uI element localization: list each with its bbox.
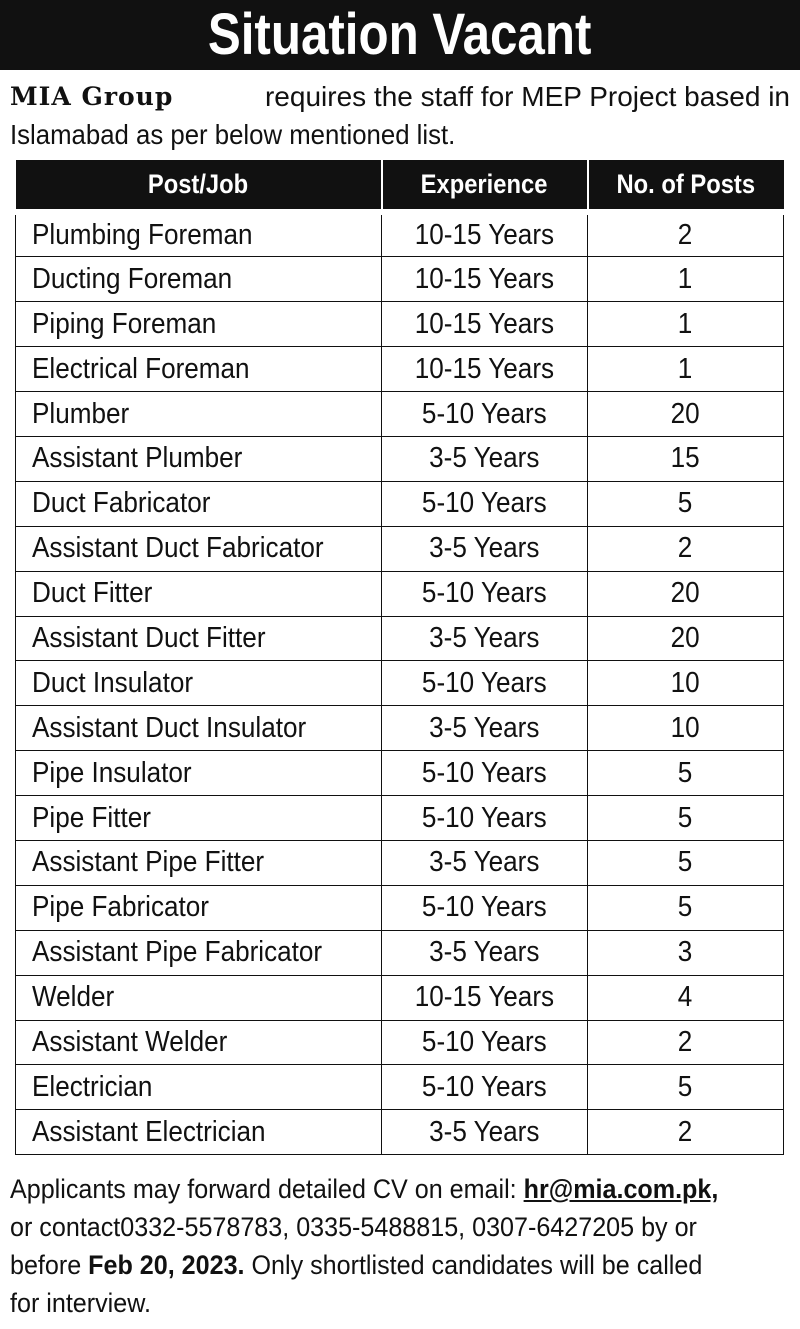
cell-experience: 5-10 Years	[382, 571, 588, 616]
header-no-of-posts: No. of Posts	[588, 160, 784, 212]
cell-experience: 3-5 Years	[382, 436, 588, 481]
cell-posts-count: 5	[588, 481, 784, 526]
cell-post: Pipe Insulator	[16, 751, 382, 796]
cell-post: Duct Fitter	[16, 571, 382, 616]
table-row	[16, 706, 784, 751]
cell-posts-count: 20	[588, 392, 784, 437]
jobs-table-container	[15, 160, 783, 1155]
table-row	[16, 661, 784, 706]
cell-post: Assistant Duct Fabricator	[16, 526, 382, 571]
cell-post: Assistant Duct Insulator	[16, 706, 382, 751]
cell-experience: 3-5 Years	[382, 616, 588, 661]
deadline-date: Feb 20, 2023.	[88, 1250, 245, 1280]
cell-experience: 5-10 Years	[382, 885, 588, 930]
cell-post: Assistant Pipe Fitter	[16, 840, 382, 885]
cell-experience: 3-5 Years	[382, 840, 588, 885]
table-row	[16, 840, 784, 885]
table-row	[16, 436, 784, 481]
cell-experience: 3-5 Years	[382, 526, 588, 571]
cell-posts-count: 3	[588, 930, 784, 975]
cell-post: Plumber	[16, 392, 382, 437]
cell-posts-count: 1	[588, 257, 784, 302]
company-name: MIA Group	[10, 82, 174, 111]
cell-post: Assistant Electrician	[16, 1110, 382, 1155]
email-link[interactable]: hr@mia.com.pk,	[523, 1174, 719, 1204]
cell-posts-count: 5	[588, 840, 784, 885]
footer-line-2-text: or contact0332-5578783, 0335-5488815, 0307-6427205 by or	[10, 1212, 697, 1242]
cell-posts-count: 2	[588, 212, 784, 257]
cell-posts-count: 4	[588, 975, 784, 1020]
cell-posts-count: 5	[588, 796, 784, 841]
cell-post: Assistant Pipe Fabricator	[16, 930, 382, 975]
header-experience: Experience	[382, 160, 588, 212]
cell-experience: 10-15 Years	[382, 257, 588, 302]
footer-line-3-post: Only shortlisted candidates will be called	[244, 1250, 703, 1280]
cell-post: Pipe Fitter	[16, 796, 382, 841]
cell-posts-count: 10	[588, 661, 784, 706]
intro-line-1-text: requires the staff for MEP Project based in	[264, 81, 790, 112]
table-row	[16, 302, 784, 347]
cell-post: Duct Insulator	[16, 661, 382, 706]
table-row	[16, 571, 784, 616]
table-header-row	[16, 160, 784, 212]
cell-experience: 3-5 Years	[382, 1110, 588, 1155]
cell-post: Welder	[16, 975, 382, 1020]
header-post-job: Post/Job	[16, 160, 382, 212]
footer-line-1-text: Applicants may forward detailed CV on email:	[10, 1174, 524, 1204]
cell-experience: 5-10 Years	[382, 1065, 588, 1110]
footer-line-3	[10, 1246, 790, 1284]
cell-experience: 10-15 Years	[382, 347, 588, 392]
cell-post: Electrician	[16, 1065, 382, 1110]
cell-post: Electrical Foreman	[16, 347, 382, 392]
intro-line-2-text: Islamabad as per below mentioned list.	[10, 119, 456, 150]
table-row	[16, 1110, 784, 1155]
intro-line-2	[10, 116, 790, 154]
cell-experience: 10-15 Years	[382, 212, 588, 257]
cell-experience: 5-10 Years	[382, 1020, 588, 1065]
cell-experience: 5-10 Years	[382, 751, 588, 796]
cell-experience: 3-5 Years	[382, 706, 588, 751]
table-row	[16, 616, 784, 661]
cell-posts-count: 2	[588, 526, 784, 571]
table-row	[16, 481, 784, 526]
footer-line-3-pre: before	[10, 1250, 89, 1280]
table-row	[16, 257, 784, 302]
footer-line-2	[10, 1208, 790, 1246]
cell-posts-count: 10	[588, 706, 784, 751]
cell-experience: 5-10 Years	[382, 796, 588, 841]
table-row	[16, 212, 784, 257]
cell-post: Piping Foreman	[16, 302, 382, 347]
jobs-table	[15, 160, 784, 1155]
footer-line-1	[10, 1170, 790, 1208]
cell-posts-count: 20	[588, 571, 784, 616]
cell-posts-count: 1	[588, 302, 784, 347]
cell-post: Plumbing Foreman	[16, 212, 382, 257]
cell-post: Pipe Fabricator	[16, 885, 382, 930]
cell-post: Duct Fabricator	[16, 481, 382, 526]
cell-experience: 5-10 Years	[382, 661, 588, 706]
table-row	[16, 885, 784, 930]
cell-post: Assistant Welder	[16, 1020, 382, 1065]
table-row	[16, 526, 784, 571]
cell-posts-count: 5	[588, 751, 784, 796]
cell-posts-count: 5	[588, 1065, 784, 1110]
heading-banner	[0, 0, 800, 70]
table-row	[16, 392, 784, 437]
cell-post: Assistant Duct Fitter	[16, 616, 382, 661]
cell-posts-count: 15	[588, 436, 784, 481]
cell-posts-count: 20	[588, 616, 784, 661]
table-row	[16, 751, 784, 796]
cell-post: Ducting Foreman	[16, 257, 382, 302]
cell-posts-count: 1	[588, 347, 784, 392]
cell-posts-count: 5	[588, 885, 784, 930]
cell-experience: 5-10 Years	[382, 481, 588, 526]
cell-posts-count: 2	[588, 1110, 784, 1155]
cell-experience: 5-10 Years	[382, 392, 588, 437]
cell-experience: 10-15 Years	[382, 302, 588, 347]
footer-line-4-text: for interview.	[10, 1288, 151, 1318]
cell-post: Assistant Plumber	[16, 436, 382, 481]
table-row	[16, 975, 784, 1020]
cell-posts-count: 2	[588, 1020, 784, 1065]
cell-experience: 3-5 Years	[382, 930, 588, 975]
table-body	[16, 212, 784, 1155]
intro-paragraph	[10, 78, 790, 154]
table-row	[16, 347, 784, 392]
table-row	[16, 1065, 784, 1110]
cell-experience: 10-15 Years	[382, 975, 588, 1020]
table-row	[16, 930, 784, 975]
footer-line-4	[10, 1284, 790, 1322]
table-row	[16, 1020, 784, 1065]
intro-line-1	[10, 78, 790, 116]
table-row	[16, 796, 784, 841]
footer-paragraph	[10, 1170, 790, 1322]
page-title: Situation Vacant	[208, 2, 592, 67]
